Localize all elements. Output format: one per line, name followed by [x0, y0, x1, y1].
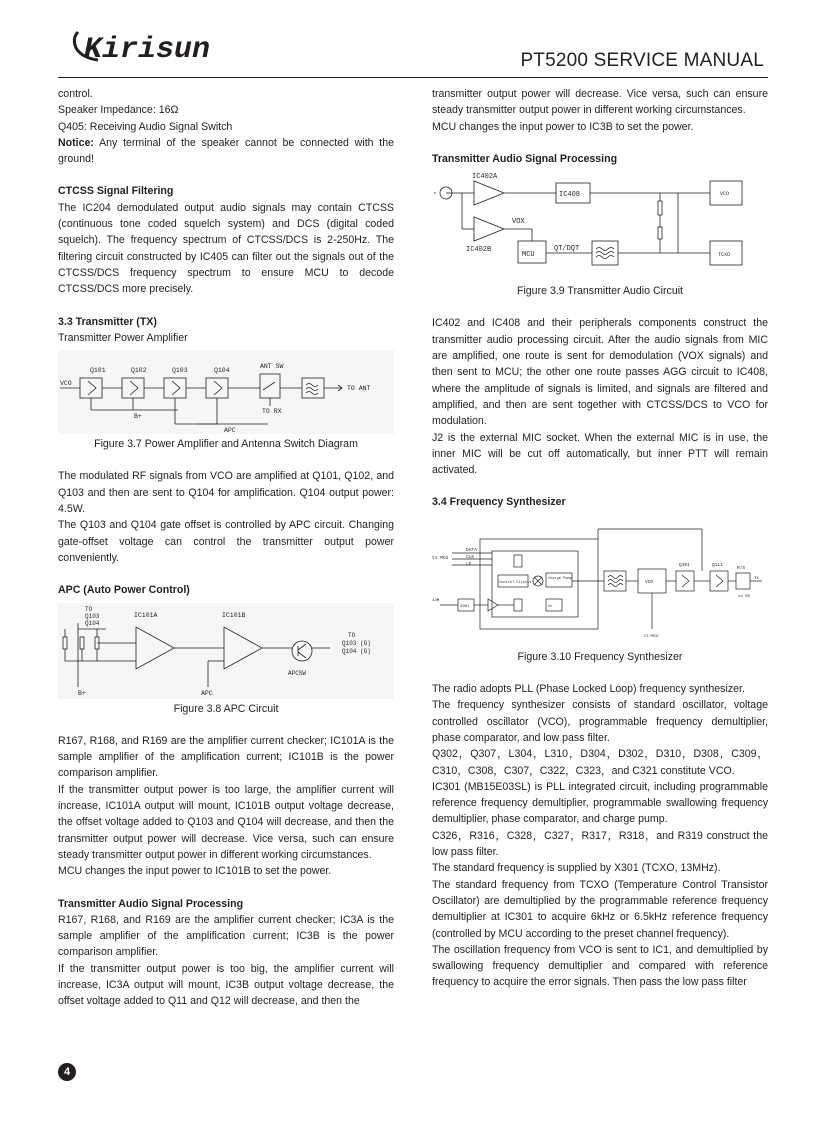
header-rule — [58, 77, 768, 78]
paragraph: MCU changes the input power to IC3B to set the power. — [432, 120, 694, 133]
notice-paragraph — [58, 135, 394, 168]
paragraph: Speaker Impedance: 16Ω — [58, 104, 179, 117]
label-apc: APC — [224, 427, 236, 435]
paragraph: If the transmitter output power is too big, the amplifier current will increase, IC3A output will mount, IC3B output voltage decrease, the offset voltage added to Q11 and Q12 will decrease, and then the — [58, 962, 394, 1008]
label-x301: X301 — [460, 604, 470, 609]
label-control-circuit: Control Circuit — [499, 580, 532, 585]
section-heading: APC (Auto Power Control) — [58, 584, 190, 597]
figure-caption: Figure 3.10 Frequency Synthesizer — [517, 650, 683, 663]
label-ic101b: IC101B — [222, 611, 246, 619]
kirisun-logo — [70, 26, 210, 66]
label-clk: CLK — [466, 554, 475, 560]
label-ic408: IC408 — [559, 191, 581, 200]
paragraph: IC402 and IC408 and their peripherals components construct the transmitter audio processing circuit. After the audio signals from MIC are amplified, one route is sent for demodulation (VOX signals) and then sent to MCU; the other one route passes AGG circuit to IC408, where the amplitude of signals is limited, and signals are filtered and amplified, and then are sent together with CTCSS/DCS to VCO for modulation. — [432, 317, 768, 428]
section-heading: Transmitter Audio Signal Processing — [432, 152, 618, 165]
section-heading: 3.4 Frequency Synthesizer — [432, 496, 566, 509]
label-q103: Q103 — [85, 612, 100, 620]
paragraph: transmitter output power will decrease. Vice versa, such can ensure steady transmitter output power in different working circumstances. — [432, 88, 768, 117]
label-ic402b: IC402B — [466, 246, 492, 255]
label-q101: Q101 — [90, 367, 106, 375]
subheading: Transmitter Power Amplifier — [58, 331, 188, 344]
section-heading: Transmitter Audio Signal Processing — [58, 897, 244, 910]
label-13m: 13M — [432, 598, 440, 603]
label-q104: Q104 — [214, 367, 230, 375]
label-q102: Q102 — [131, 367, 147, 375]
paragraph: control. — [58, 88, 93, 100]
label-ul: UL — [548, 604, 553, 609]
label-tcxo: TCXO — [718, 252, 731, 259]
label-q104: Q104 — [85, 619, 100, 627]
paragraph: J2 is the external MIC socket. When the external MIC is in use, the inner MIC will be cut off automatically, but inner PTT will remain activated. — [432, 431, 768, 477]
label-to-ant: TO ANT — [347, 385, 371, 393]
label-ct-mcu: CT/MCU — [644, 634, 659, 639]
label-ic101a: IC101A — [134, 611, 158, 619]
label-apc: APC — [201, 689, 213, 697]
paragraph: The Q103 and Q104 gate offset is controlled by APC circuit. Changing gate-offset voltage can control the transmitter output power conveniently. — [58, 519, 394, 564]
paragraph: The oscillation frequency from VCO is sent to IC1, and demultiplied by swallowing frequency demultiplier and compared with reference frequency to acquire the error signals. Then pass the low pass filter — [432, 943, 768, 989]
label-to-2: TO — [348, 631, 356, 639]
left-column — [58, 86, 394, 1010]
figure-caption: Figure 3.8 APC Circuit — [173, 702, 279, 715]
paragraph: The frequency synthesizer consists of standard oscillator, voltage controlled oscillator (VCO), programmable frequency demultiplier, phase comparator, and low pass filter. — [432, 699, 768, 744]
label-to-mcu: to MCU — [432, 555, 449, 561]
paragraph: C326，R316，C328，C327，R317，R318，and R319 construct the low pass filter. — [432, 829, 768, 859]
paragraph: The standard frequency from TCXO (Temperature Control Transistor Oscillator) are demultiplied by the programmable reference frequency demultiplier at IC301 to acquire 6kHz or 6.5kHz reference frequency (controlled by MCU according to the preset channel frequency). — [432, 878, 768, 940]
figure-3-10-diagram — [432, 525, 768, 647]
section-heading: 3.3 Transmitter (TX) — [58, 315, 157, 328]
label-q103g: Q103 (G) — [342, 639, 371, 647]
figure-caption: Figure 3.9 Transmitter Audio Circuit — [516, 285, 684, 298]
manual-title: PT5200 SERVICE MANUAL — [520, 50, 764, 71]
label-b-plus: B+ — [134, 413, 142, 421]
paragraph: The IC204 demodulated output audio signals may contain CTCSS (continuous tone coded squelch system) and DCS (digital coded squelch). The frequency spectrum of CTCSS/DCS is 2-250Hz. The filtering circuit constructed by IC405 can filter out the signals out of the CTCSS/DCS frequency spectrum to ensure MCU to decode CTCSS/DCS more precisely. — [58, 201, 394, 296]
label-to-rx: to RX — [738, 594, 751, 599]
figure-3-7-diagram — [58, 350, 394, 434]
label-q111: Q111 — [712, 562, 723, 568]
label-apcsw: APCSW — [288, 669, 307, 677]
figure-3-8-diagram — [58, 603, 394, 699]
figure-3-9-diagram — [432, 171, 768, 281]
label-to-rx: TO RX — [262, 408, 282, 416]
paragraph: R167, R168, and R169 are the amplifier current checker; IC3A is the sample amplifier of the amplification current; IC3B is the power comparison amplifier. — [58, 913, 394, 959]
paragraph: IC301 (MB15E03SL) is PLL integrated circuit, including programmable reference frequency demultiplier, programmable swallowing frequency demultiplier, phase comparator, and charge pump. — [432, 780, 768, 826]
label-vco: VCO — [60, 380, 72, 388]
label-mcu: MCU — [522, 251, 535, 260]
label-vox: VOX — [512, 218, 525, 227]
label-tx: TX — [754, 576, 759, 581]
label-ic402a: IC402A — [472, 173, 498, 182]
paragraph: MCU changes the input power to IC101B to set the power. — [58, 865, 332, 878]
label-b-plus: B+ — [78, 689, 86, 697]
paragraph: The modulated RF signals from VCO are amplified at Q101, Q102, and Q103 and then are sent to Q104 for amplification. Q104 output power: 4.5W. — [58, 470, 394, 516]
label-q101: Q101 — [679, 562, 690, 568]
label-vco: VCO — [645, 579, 654, 585]
paragraph: If the transmitter output power is too large, the amplifier current will increase, IC101A output will mount, IC101B output voltage decrease, the offset voltage added to Q103 and Q104 will decrease, and then the transmitter output power will decrease. Vice versa, such can ensure steady transmitter output power in different working circumstances. — [58, 783, 394, 861]
label-vco: VCO — [720, 191, 730, 198]
label-ant-sw: ANT SW — [260, 363, 284, 371]
label-rs: R/S — [737, 565, 746, 571]
paragraph: Q302，Q307，L304，L310，D304，D302，D310，D308，C309，C310，C308，C307，C322，C323，and C321 constitute VCO. — [432, 748, 768, 777]
page-number: 4 — [58, 1063, 76, 1081]
notice-text: Any terminal of the speaker cannot be connected with the ground! — [58, 136, 394, 166]
notice-label: Notice: — [58, 136, 94, 149]
label-to: TO — [85, 605, 93, 613]
figure-caption: Figure 3.7 Power Amplifier and Antenna Switch Diagram — [94, 438, 358, 451]
label-q103: Q103 — [172, 367, 188, 375]
label-q104g: Q104 (G) — [342, 647, 371, 655]
label-qt-dqt: QT/DQT — [554, 245, 580, 254]
paragraph: The radio adopts PLL (Phase Locked Loop) frequency synthesizer. — [432, 683, 745, 696]
label-le: LE — [466, 561, 472, 567]
paragraph: Q405: Receiving Audio Signal Switch — [58, 120, 233, 133]
section-heading: CTCSS Signal Filtering — [58, 185, 174, 198]
brand-text: Kirisun — [84, 33, 210, 66]
paragraph: R167, R168, and R169 are the amplifier current checker; IC101A is the sample amplifier of the amplification current; IC101B is the power comparison amplifier. — [58, 734, 394, 780]
right-column — [432, 86, 768, 991]
label-data: DATA — [466, 547, 477, 553]
label-charge-pump: Charge Pump — [548, 576, 572, 581]
paragraph: The standard frequency is supplied by X301 (TCXO, 13MHz). — [432, 862, 721, 875]
